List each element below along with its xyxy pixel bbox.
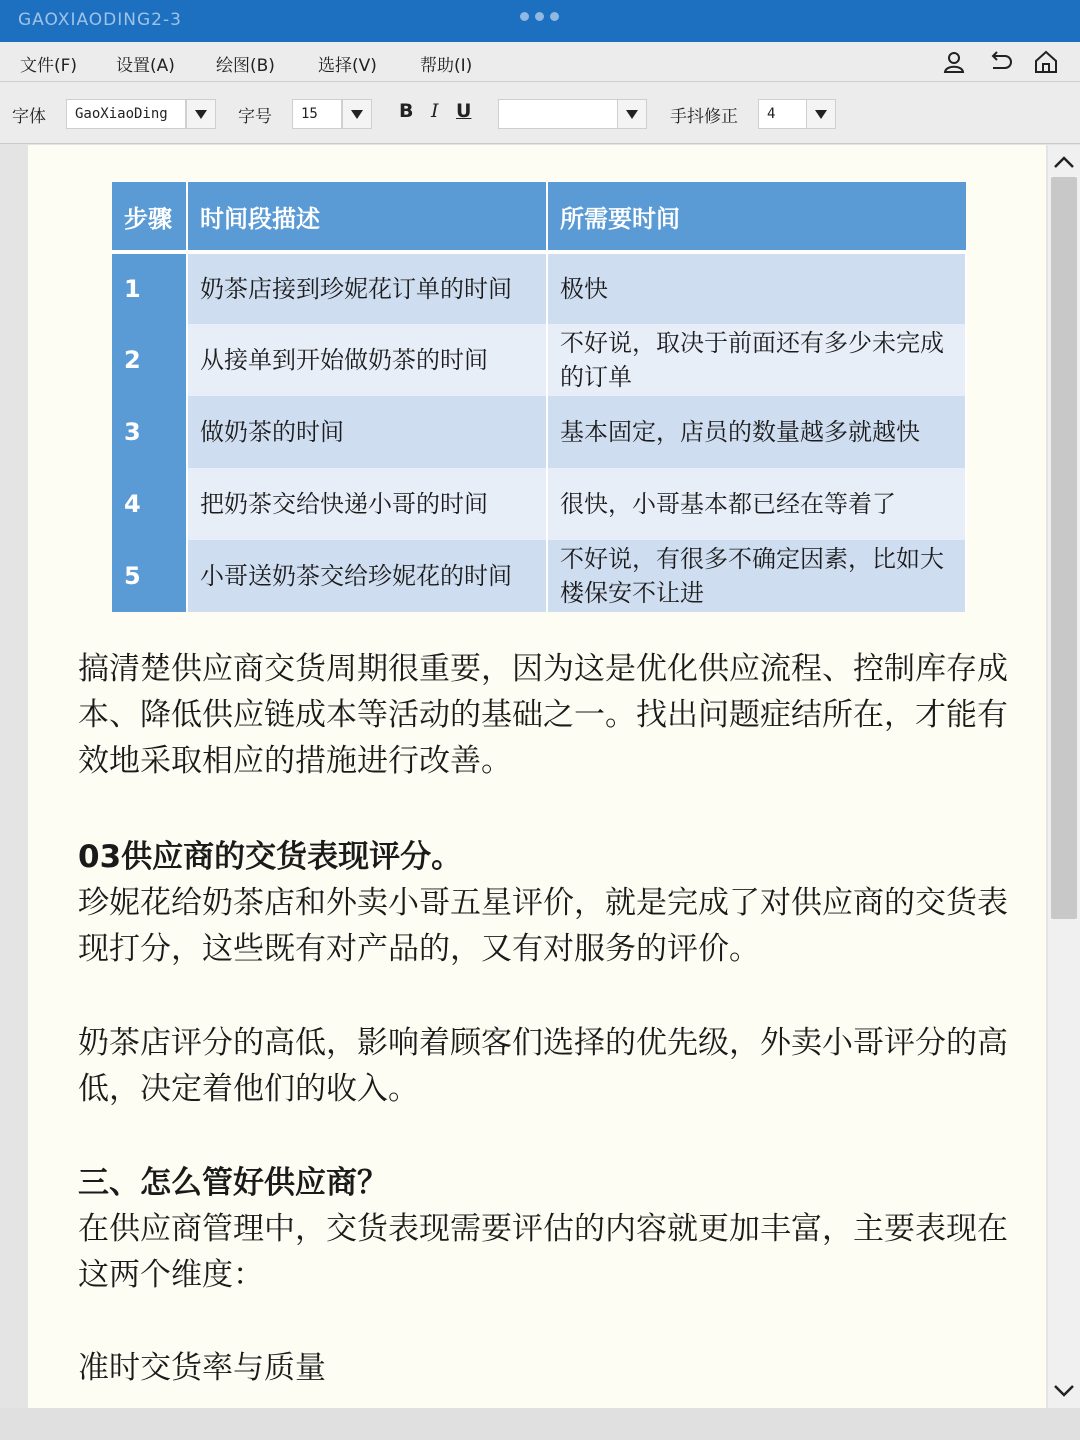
dot [535,12,544,21]
header-step: 步骤 [112,182,187,252]
description-cell: 奶茶店接到珍妮花订单的时间 [187,252,547,324]
time-cell: 基本固定，店员的数量越多就越快 [547,396,966,468]
shake-correction-label: 手抖修正 [670,107,738,127]
header-description: 时间段描述 [187,182,547,252]
bottom-status-strip [0,1408,1080,1440]
scroll-up-button[interactable] [1048,147,1080,177]
description-cell: 把奶茶交给快递小哥的时间 [187,468,547,540]
home-icon[interactable] [1032,48,1060,76]
paragraph-3: 奶茶店评分的高低，影响着顾客们选择的优先级，外卖小哥评分的高低，决定着他们的收入。 [78,1025,1008,1107]
undo-icon[interactable] [986,48,1014,76]
format-toolbar [0,82,1080,144]
size-select[interactable]: 15 [292,99,342,129]
table-row [112,540,966,612]
time-cell: 极快 [547,252,966,324]
table-header-row [112,182,966,252]
chevron-up-icon [1053,155,1075,169]
time-cell: 不好说，有很多不确定因素，比如大楼保安不让进 [547,540,966,612]
step-cell: 4 [112,468,187,540]
dot [550,12,559,21]
supply-time-table [112,182,967,612]
chevron-down-icon [351,110,363,119]
chevron-down-icon [195,110,207,119]
scroll-down-button[interactable] [1048,1376,1080,1406]
description-cell: 做奶茶的时间 [187,396,547,468]
menu-right-icons [940,48,1060,76]
dot [520,12,529,21]
description-cell: 从接单到开始做奶茶的时间 [187,324,547,396]
chevron-down-icon [815,110,827,119]
paragraph-5: 准时交货率与质量 [78,1350,326,1386]
window-title: GAOXIAODING2-3 [18,10,182,30]
step-cell: 3 [112,396,187,468]
color-select[interactable] [498,99,618,129]
paragraph-2: 珍妮花给奶茶店和外卖小哥五星评价，就是完成了对供应商的交货表现打分，这些既有对产品的，又有对服务的评价。 [78,885,1008,967]
table-row [112,396,966,468]
bold-button[interactable]: B [399,100,414,122]
shake-correction-select[interactable]: 4 [758,99,808,129]
menu-file[interactable]: 文件(F) [20,56,78,76]
vertical-scrollbar[interactable] [1048,145,1080,1408]
color-dropdown-button[interactable] [617,99,647,129]
header-time: 所需要时间 [547,182,966,252]
shake-dropdown-button[interactable] [806,99,836,129]
menu-select[interactable]: 选择(V) [318,56,377,76]
menu-help[interactable]: 帮助(I) [420,56,473,76]
font-label: 字体 [12,107,46,127]
description-cell: 小哥送奶茶交给珍妮花的时间 [187,540,547,612]
scroll-thumb[interactable] [1051,177,1077,919]
step-cell: 2 [112,324,187,396]
underline-button[interactable]: U [456,100,472,122]
italic-button[interactable]: I [431,100,439,122]
paragraph-1: 搞清楚供应商交货周期很重要，因为这是优化供应流程、控制库存成本、降低供应链成本等活动的基础之一。找出问题症结所在，才能有效地采取相应的措施进行改善。 [78,651,1008,779]
font-select[interactable]: GaoXiaoDing [66,99,186,129]
table-row [112,252,966,324]
menu-bar [0,42,1080,82]
user-icon[interactable] [940,48,968,76]
time-cell: 很快，小哥基本都已经在等着了 [547,468,966,540]
section-heading-3: 三、怎么管好供应商？ [78,1165,388,1201]
font-dropdown-button[interactable] [186,99,216,129]
table-row [112,324,966,396]
title-bar [0,0,1080,42]
section-heading-03: 03供应商的交货表现评分。 [78,839,463,875]
size-label: 字号 [238,107,272,127]
window-options-button[interactable] [520,12,559,21]
table-row [112,468,966,540]
size-dropdown-button[interactable] [342,99,372,129]
chevron-down-icon [1053,1384,1075,1398]
menu-draw[interactable]: 绘图(B) [216,56,275,76]
time-cell: 不好说，取决于前面还有多少未完成的订单 [547,324,966,396]
chevron-down-icon [626,110,638,119]
step-cell: 1 [112,252,187,324]
paragraph-4: 在供应商管理中，交货表现需要评估的内容就更加丰富，主要表现在这两个维度： [78,1211,1008,1293]
menu-settings[interactable]: 设置(A) [116,56,175,76]
step-cell: 5 [112,540,187,612]
